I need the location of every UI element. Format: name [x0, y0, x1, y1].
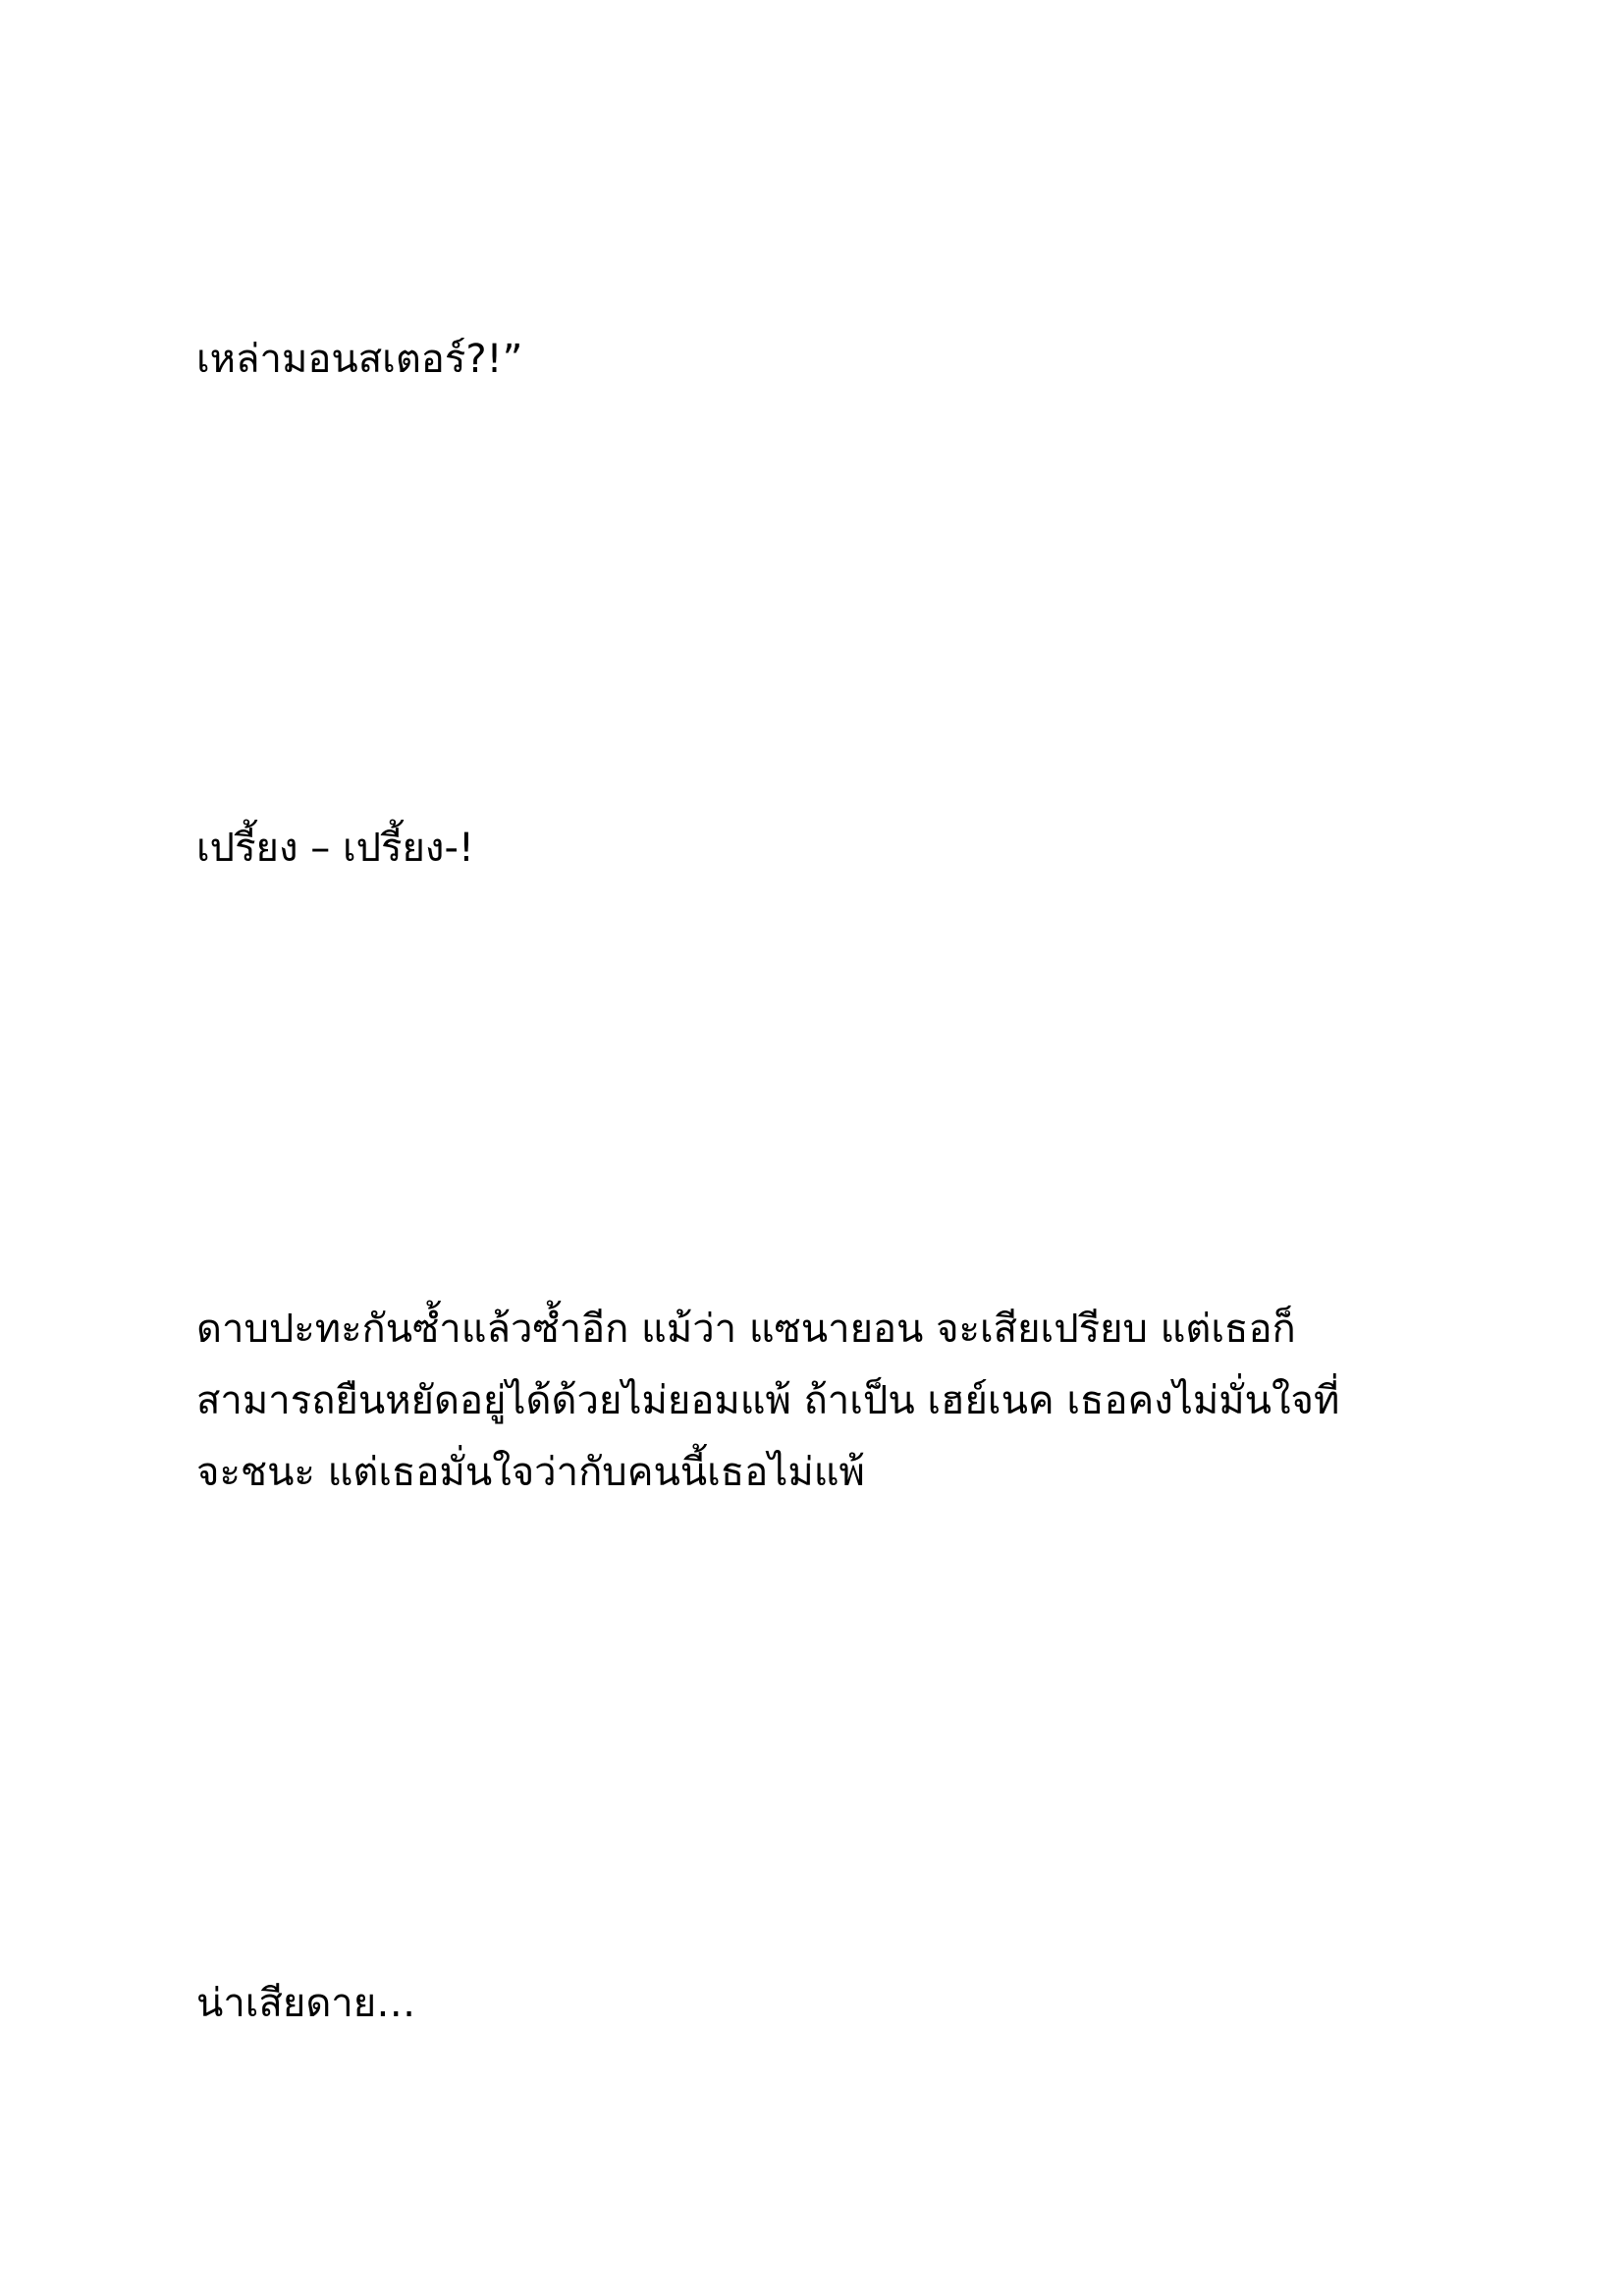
text-line: น่าเสียดาย…: [196, 1981, 416, 2026]
paragraph-dialogue: [196, 324, 1473, 396]
paragraph-narration: [196, 1294, 1473, 1509]
text-line: เปรี้ยง – เปรี้ยง-!: [196, 826, 474, 871]
text-line: จะชนะ แต่เธอมั่นใจว่ากับคนนี้เธอไม่แพ้: [196, 1450, 865, 1495]
paragraph-closing: [196, 1968, 1473, 2040]
text-line: สามารถยืนหยัดอยู่ได้ด้วยไม่ยอมแพ้ ถ้าเป็น เฮย์เนค เธอคงไม่มั่นใจที่: [196, 1378, 1340, 1423]
text-line: ดาบปะทะกันซ้ำแล้วซ้ำอีก แม้ว่า แซนายอน จะเสียเปรียบ แต่เธอก็: [196, 1307, 1296, 1352]
text-line: เหล่ามอนสเตอร์?!”: [196, 337, 523, 382]
paragraph-sound-effect: [196, 813, 1473, 884]
